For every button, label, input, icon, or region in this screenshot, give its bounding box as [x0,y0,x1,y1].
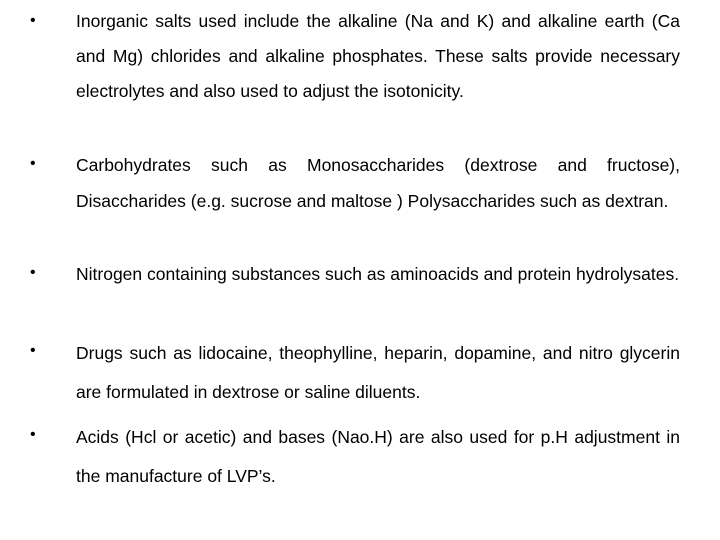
bullet-dot: • [30,264,36,281]
bullet-item-carbohydrates [30,147,680,219]
bullet-item-nitrogen-substances [30,256,680,292]
bullet-item-inorganic-salts [30,4,680,109]
bullet-item-acids-bases [30,418,680,496]
bullet-text: Nitrogen containing substances such as aminoacids and protein hydrolysates. [76,264,680,284]
bullet-item-drugs [30,334,680,412]
bullet-dot: • [30,342,36,359]
bullet-dot: • [30,12,36,29]
bullet-text: Acids (Hcl or acetic) and bases (Nao.H) are also used for p.H adjustment in the manufacture of LVP’s. [76,427,680,486]
bullet-text: Drugs such as lidocaine, theophylline, heparin, dopamine, and nitro glycerin are formulated in dextrose or saline diluents. [76,343,680,402]
bullet-text: Inorganic salts used include the alkaline (Na and K) and alkaline earth (Ca and Mg) chlorides and alkaline phosphates. These salts provide necessary electrolytes and also used to adjust the isotonicity. [76,11,680,101]
bullet-dot: • [30,426,36,443]
bullet-text: Carbohydrates such as Monosaccharides (dextrose and fructose), Disaccharides (e.g. sucrose and maltose ) Polysaccharides such as dextran. [76,155,680,211]
bullet-dot: • [30,155,36,172]
